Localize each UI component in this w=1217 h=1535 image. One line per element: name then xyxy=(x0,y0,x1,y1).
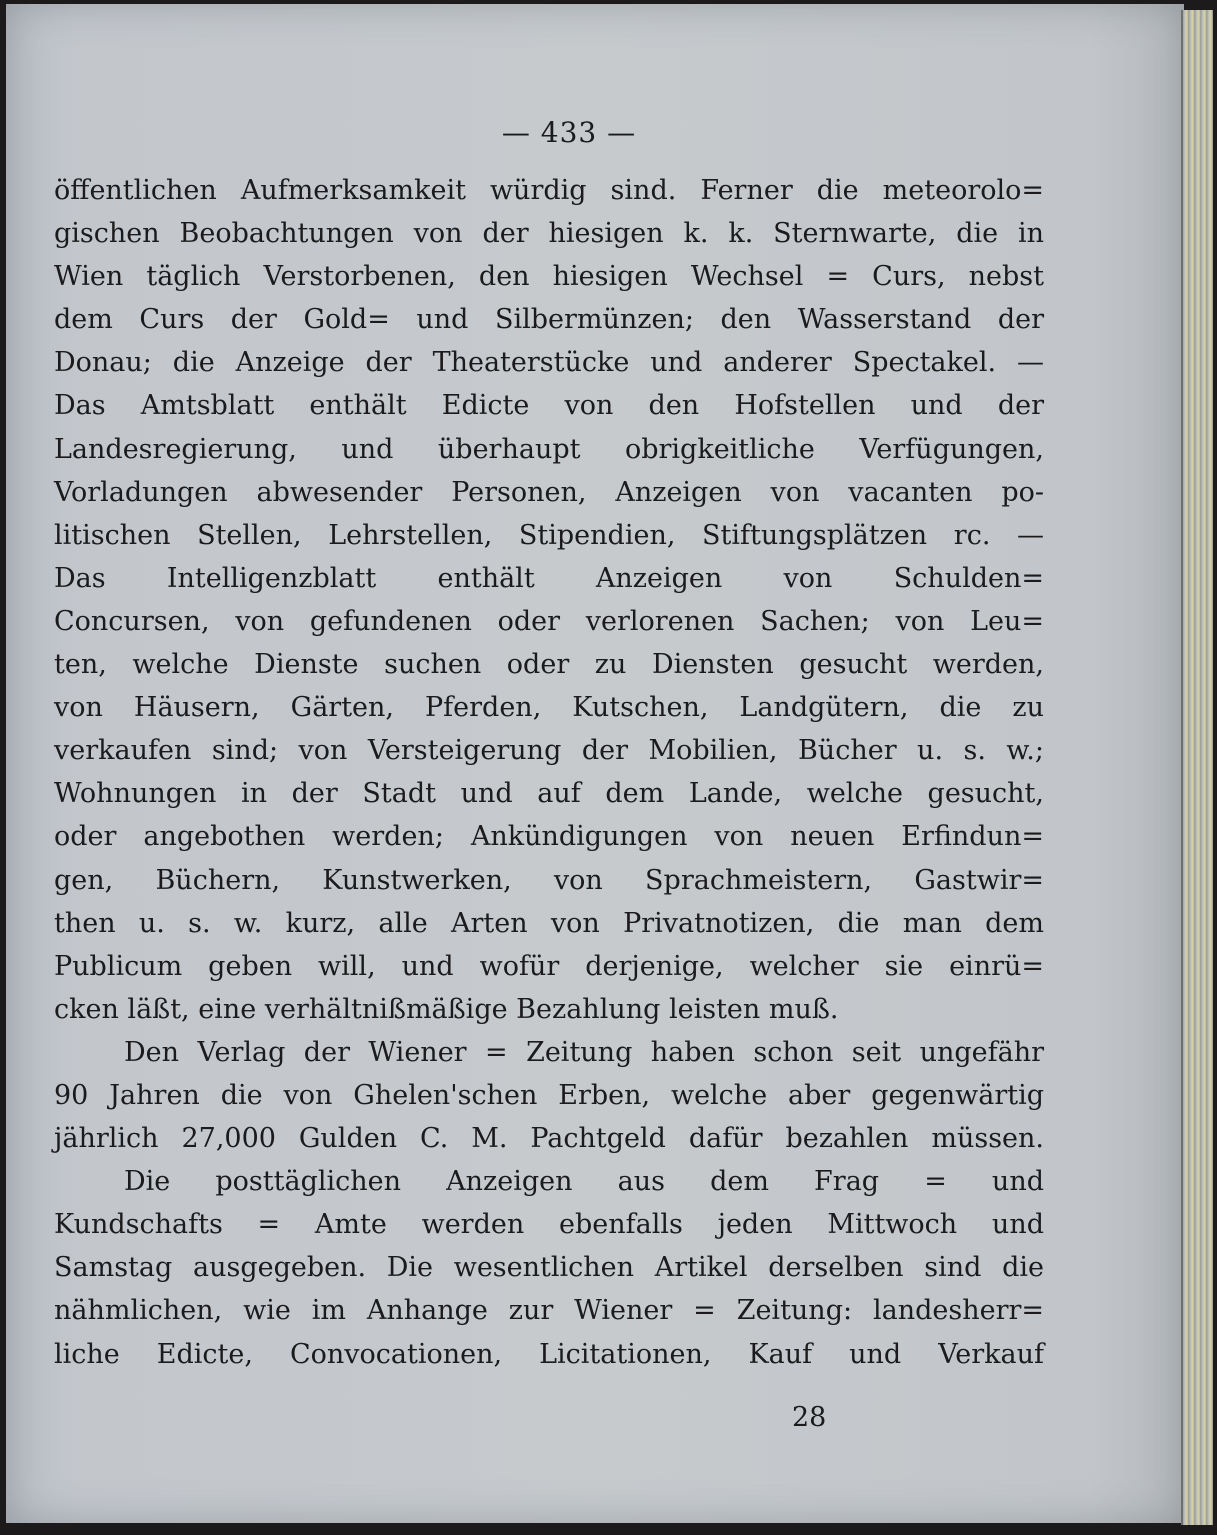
page-text-block xyxy=(54,109,1044,1376)
text-line-2: gischen Beobachtungen von der hiesigen k. k. Sternwarte, die in xyxy=(54,218,1044,250)
text-line-28: liche Edicte, Convocationen, Licitationen, Kauf und Verkauf xyxy=(54,1338,1044,1370)
text-line-6: Das Amtsblatt enthält Edicte von den Hofstellen und der xyxy=(54,390,1044,422)
text-line-7: Landesregierung, und überhaupt obrigkeitliche Verfügungen, xyxy=(54,433,1044,465)
page-edges xyxy=(1181,10,1213,1525)
text-line-1: öffentlichen Aufmerksamkeit würdig sind. Ferner die meteorolo= xyxy=(54,175,1044,206)
paper-page xyxy=(6,4,1184,1523)
text-line-19: Publicum geben will, und wofür derjenige, welcher sie einrü= xyxy=(54,950,1044,982)
page-number-header: — 433 — xyxy=(501,116,637,149)
text-line-12: ten, welche Dienste suchen oder zu Diensten gesucht werden, xyxy=(54,649,1044,681)
text-line-21: Den Verlag der Wiener = Zeitung haben schon seit ungefähr xyxy=(124,1036,1044,1068)
signature-mark: 28 xyxy=(792,1402,827,1433)
text-line-22: 90 Jahren die von Ghelen'schen Erben, welche aber gegenwärtig xyxy=(54,1079,1044,1111)
text-line-5: Donau; die Anzeige der Theaterstücke und anderer Spectakel. — xyxy=(54,347,1044,379)
text-line-24: Die posttäglichen Anzeigen aus dem Frag = und xyxy=(124,1166,1044,1198)
text-line-13: von Häusern, Gärten, Pferden, Kutschen, Landgütern, die zu xyxy=(54,692,1044,724)
text-line-14: verkaufen sind; von Versteigerung der Mobilien, Bücher u. s. w.; xyxy=(54,735,1044,767)
text-line-16: oder angebothen werden; Ankündigungen von neuen Erfindun= xyxy=(54,821,1044,853)
text-line-27: nähmlichen, wie im Anhange zur Wiener = Zeitung: landesherr= xyxy=(54,1295,1044,1327)
text-line-4: dem Curs der Gold= und Silbermünzen; den Wasserstand der xyxy=(54,304,1044,336)
text-line-23: jährlich 27,000 Gulden C. M. Pachtgeld dafür bezahlen müssen. xyxy=(54,1123,1044,1155)
text-line-9: litischen Stellen, Lehrstellen, Stipendien, Stiftungsplätzen rc. — xyxy=(54,519,1044,551)
text-line-8: Vorladungen abwesender Personen, Anzeigen von vacanten po- xyxy=(54,476,1044,508)
text-line-17: gen, Büchern, Kunstwerken, von Sprachmeistern, Gastwir= xyxy=(54,864,1044,896)
text-line-10: Das Intelligenzblatt enthält Anzeigen von Schulden= xyxy=(54,562,1044,594)
text-line-20: cken läßt, eine verhältnißmäßige Bezahlung leisten muß. xyxy=(54,993,839,1025)
text-line-11: Concursen, von gefundenen oder verlorenen Sachen; von Leu= xyxy=(54,605,1044,637)
text-line-3: Wien täglich Verstorbenen, den hiesigen Wechsel = Curs, nebst xyxy=(54,261,1044,293)
text-line-15: Wohnungen in der Stadt und auf dem Lande, welche gesucht, xyxy=(54,778,1044,810)
text-line-26: Samstag ausgegeben. Die wesentlichen Artikel derselben sind die xyxy=(54,1252,1044,1284)
text-line-18: then u. s. w. kurz, alle Arten von Privatnotizen, die man dem xyxy=(54,907,1044,939)
text-line-25: Kundschafts = Amte werden ebenfalls jeden Mittwoch und xyxy=(54,1209,1044,1241)
